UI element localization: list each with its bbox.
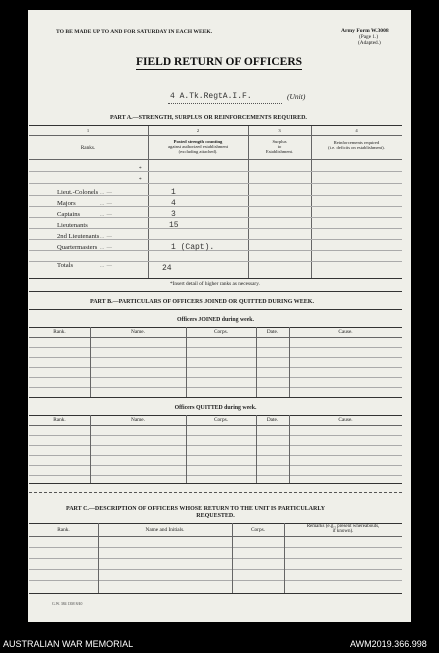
unit-label: (Unit) xyxy=(287,92,306,101)
form-page-number: (Page 1.) xyxy=(359,34,379,40)
rank-label: 2nd Lieutenants xyxy=(57,233,100,240)
unit-name-value: 4 A.Tk.RegtA.I.F. xyxy=(170,92,252,101)
col-cause: Cause. xyxy=(338,329,353,335)
col-rank: Rank. xyxy=(57,527,70,533)
star-marker: * xyxy=(139,177,142,183)
col-corps: Corps. xyxy=(214,417,228,423)
cut-line xyxy=(29,492,402,493)
part-b-heading: PART B.—PARTICULARS OF OFFICERS JOINED OR QUITTED DURING WEEK. xyxy=(90,299,314,305)
col-num-3: 3 xyxy=(278,128,281,133)
rank-label: Lieutenants xyxy=(57,222,88,229)
page-title: FIELD RETURN OF OFFICERS xyxy=(136,56,303,68)
part-a-footnote: *Insert detail of higher ranks as necessary. xyxy=(170,281,260,287)
header-surplus-1: Surplus xyxy=(272,139,287,144)
footer-right: AWM2019.366.998 xyxy=(350,639,427,649)
posted-value: 1 xyxy=(171,188,176,197)
col-num-4: 4 xyxy=(355,128,358,133)
header-posted-1: Posted strength counting xyxy=(173,139,223,144)
rank-label: Majors xyxy=(57,200,76,207)
col-cause: Cause. xyxy=(338,417,353,423)
col-date: Date. xyxy=(266,417,279,423)
form-number: Army Form W.3008 xyxy=(341,28,389,34)
rank-label: Captains xyxy=(57,211,81,218)
print-code: G.W. 384 13M 8/40 xyxy=(52,602,83,606)
rank-label: Quartermasters xyxy=(57,244,98,251)
form-page: TO BE MADE UP TO AND FOR SATURDAY IN EACH WEEK. Army Form W.3008 (Page 1.) (Adapted.) FIELD RETURN OF OFFICERS 4 A.Tk.RegtA.I.F. (Unit) PART A.—STRENGTH, SURPLUS OR REINFORCEMENTS REQUIRED. 1 2 3 4 Ranks. Posted strength counting against authorized establishment (excluding attached). Surplus to Establishment. Reinforcements required (i.e. deficits on establishment). * * Lieut.-Colonels Majors Captains Lieutenants 2nd Lieutenants Quartermasters ... — ... — ... — ... — ... — 1 4 3 15 1 (Capt). Totals ... — 24 *Insert detail of higher ranks as necessary. PART B.—PARTICULARS OF OFFICERS JOINED OR QUITTED DURING WEEK. Officers JOINED during week. Rank. Name. Corps. Date. Cause. Officers QUITTED during week. Rank. Name. Corps. Date. Cause. PART C.—DESCRIPTION OF OFFICERS WHOSE RETURN TO THE UNIT IS PARTICULARLY REQUESTED. Rank. Name and Initials. Corps. Remarks (e.g., present whereabouts, if known). G.W. 384 13M 8/40 xyxy=(28,10,411,622)
posted-value: 15 xyxy=(169,221,179,230)
quitted-heading: Officers QUITTED during week. xyxy=(174,405,257,411)
totals-label: Totals xyxy=(57,262,74,269)
part-a-heading: PART A.—STRENGTH, SURPLUS OR REINFORCEMENTS REQUIRED. xyxy=(110,115,307,121)
col-name: Name. xyxy=(131,329,145,335)
col-date: Date. xyxy=(266,329,279,335)
header-posted-2: against authorized establishment xyxy=(168,144,228,149)
col-num-2: 2 xyxy=(196,128,200,133)
posted-value: 1 (Capt). xyxy=(171,243,215,252)
col-corps: Corps. xyxy=(251,527,265,533)
header-surplus-3: Establishment. xyxy=(265,149,294,154)
joined-heading: Officers JOINED during week. xyxy=(177,317,254,323)
header-reinf-2: (i.e. deficits on establishment). xyxy=(328,145,385,150)
footer-left: AUSTRALIAN WAR MEMORIAL xyxy=(3,639,134,649)
part-c-heading-cont: REQUESTED. xyxy=(196,513,235,519)
col-rank: Rank. xyxy=(53,417,66,423)
star-marker: * xyxy=(139,166,142,172)
header-reinf-1: Reinforcements required xyxy=(333,140,380,145)
part-a-top-rule xyxy=(29,125,402,126)
col-remarks-cont: if known). xyxy=(332,529,354,534)
col-remarks: Remarks (e.g., present whereabouts, xyxy=(306,524,380,529)
col-name: Name. xyxy=(131,417,145,423)
form-instruction: TO BE MADE UP TO AND FOR SATURDAY IN EACH WEEK. xyxy=(56,29,213,35)
col-corps: Corps. xyxy=(214,329,228,335)
posted-value: 3 xyxy=(171,210,176,219)
totals-value: 24 xyxy=(162,264,172,273)
header-ranks: Ranks. xyxy=(80,145,96,151)
form-adapted: (Adapted.) xyxy=(358,40,381,46)
header-surplus-2: to xyxy=(277,144,282,149)
rank-label: Lieut.-Colonels xyxy=(57,189,99,196)
unit-underline xyxy=(168,103,282,104)
col-num-1: 1 xyxy=(86,128,90,133)
posted-value: 4 xyxy=(171,199,176,208)
col-rank: Rank. xyxy=(53,329,66,335)
col-name-initials: Name and Initials. xyxy=(145,527,185,533)
part-c-heading: PART C.—DESCRIPTION OF OFFICERS WHOSE RETURN TO THE UNIT IS PARTICULARLY xyxy=(66,506,326,512)
header-posted-3: (excluding attached). xyxy=(178,149,218,154)
